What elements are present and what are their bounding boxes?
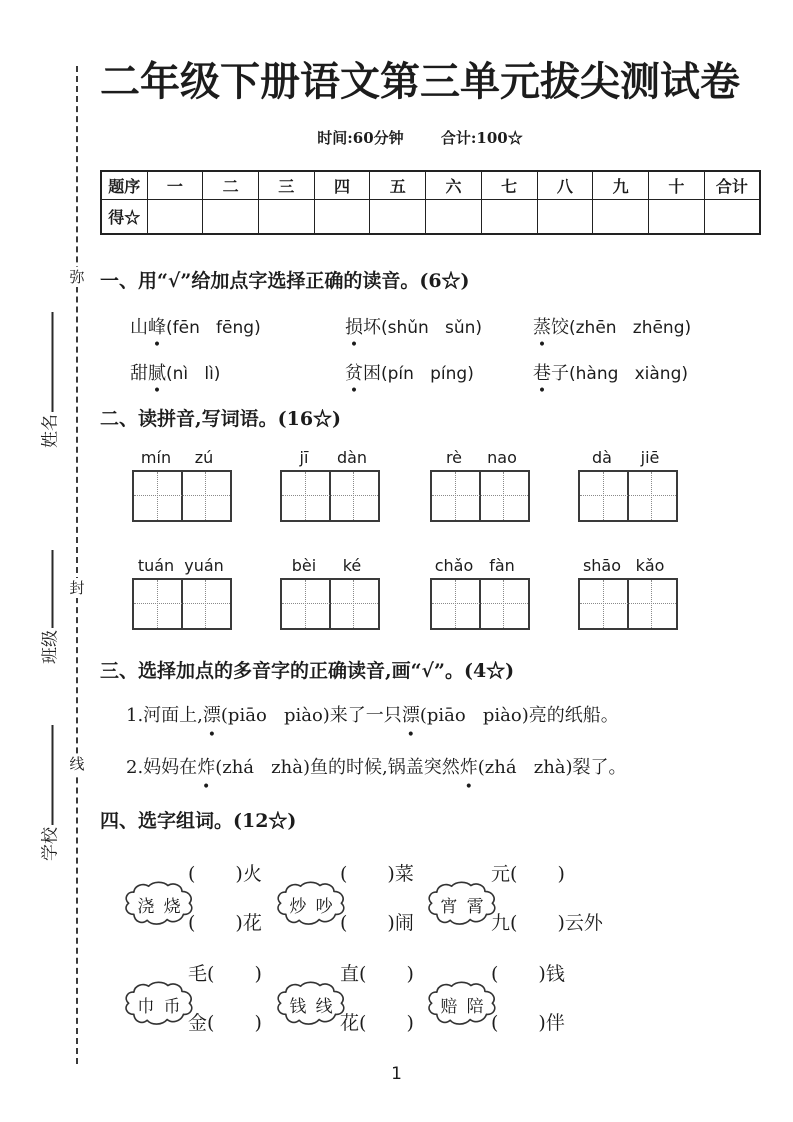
dotted-char: 巷 [533, 363, 551, 384]
choice-char: 钱 [289, 996, 307, 1017]
writing-grid [430, 578, 530, 630]
choice-char: 宵 [440, 896, 458, 917]
writing-grid [578, 578, 678, 630]
choice-char: 霄 [466, 896, 484, 917]
close-paren: ) [254, 1012, 262, 1034]
choice-characters [425, 879, 499, 929]
grid-guide-horizontal [134, 603, 230, 604]
write-group [430, 449, 530, 522]
text-segment: (piāo piào)亮的纸船。 [419, 705, 619, 726]
section-one [100, 266, 786, 405]
blank-after-text: 云外 [564, 912, 603, 934]
grid-guide-vertical [503, 580, 504, 628]
writing-grid [430, 470, 530, 522]
write-group [280, 449, 380, 522]
sidebar-field-school [24, 713, 72, 873]
score-column-header: 合计 [704, 171, 760, 200]
score-cell [370, 200, 426, 235]
grid-cell-divider [627, 580, 629, 628]
pinyin-syllable: kǎo [635, 556, 665, 575]
sidebar-field-class [24, 545, 72, 669]
bottom-blank-item [340, 1008, 414, 1035]
dotted-char: 峰 [148, 317, 166, 338]
sentence [126, 755, 786, 781]
section-four-body [100, 857, 786, 1057]
bottom-blank-item [188, 908, 262, 935]
word-with-options [345, 313, 482, 339]
choice-char: 吵 [315, 896, 333, 917]
char: 子 [551, 363, 569, 384]
write-group [132, 449, 232, 522]
choice-characters [274, 979, 348, 1029]
field-label: 姓名 [40, 414, 61, 448]
score-cell [314, 200, 370, 235]
score-column-header: 三 [258, 171, 314, 200]
grid-cell-divider [329, 580, 331, 628]
score-column-header: 八 [537, 171, 593, 200]
pinyin-options: (zhēn zhēng) [569, 318, 692, 338]
grid-guide-vertical [651, 580, 652, 628]
text-segment: (zhá zhà)裂了。 [477, 757, 627, 778]
blank-before-text: 金 [188, 1012, 208, 1034]
writing-grid [132, 578, 232, 630]
grid-cell-divider [627, 472, 629, 520]
dotted-char: 炸 [197, 757, 216, 778]
open-paren: ( [491, 963, 499, 985]
open-paren: ( [340, 912, 348, 934]
word-with-options [130, 313, 261, 339]
char: 饺 [551, 317, 569, 338]
blank-before-text: 九 [491, 912, 511, 934]
pinyin-syllable: rè [445, 448, 463, 467]
open-paren: ( [188, 912, 196, 934]
pinyin-label [430, 449, 526, 467]
grid-guide-horizontal [282, 603, 378, 604]
dotted-char: 漂 [401, 705, 420, 726]
score-cell [593, 200, 649, 235]
close-paren: ) [557, 912, 565, 934]
grid-guide-vertical [603, 472, 604, 520]
text-segment: (piāo piào)来了一只 [220, 705, 402, 726]
pinyin-label [132, 449, 228, 467]
score-column-header: 五 [370, 171, 426, 200]
dotted-char: 蒸 [533, 317, 551, 338]
grid-cell-divider [479, 580, 481, 628]
score-column-header: 九 [593, 171, 649, 200]
grid-guide-vertical [157, 580, 158, 628]
score-column-header: 一 [147, 171, 203, 200]
grid-guide-vertical [455, 472, 456, 520]
pinyin-syllable: nao [487, 448, 517, 467]
rotated-label [36, 550, 61, 664]
pronunciation-row [100, 359, 786, 405]
grid-guide-vertical [305, 472, 306, 520]
field-label: 班级 [40, 630, 61, 664]
blank-after-text: 钱 [545, 963, 565, 985]
close-paren: ) [557, 863, 565, 885]
close-paren: ) [235, 863, 243, 885]
score-cell [258, 200, 314, 235]
score-column-header: 四 [314, 171, 370, 200]
open-paren: ( [510, 912, 518, 934]
choice-characters [122, 979, 196, 1029]
pinyin-label [578, 449, 674, 467]
text-segment: 2.妈妈在 [126, 757, 198, 778]
blank-after-text: 闹 [394, 912, 414, 934]
word [345, 317, 381, 338]
choose-word-row [100, 957, 786, 1057]
grid-cell-divider [181, 580, 183, 628]
write-group [430, 557, 530, 630]
blank-after-text: 火 [242, 863, 262, 885]
dotted-char: 贫 [345, 363, 363, 384]
writing-grid [280, 578, 380, 630]
pinyin-syllable: fàn [489, 556, 515, 575]
rotated-label [36, 312, 61, 448]
field-underline [52, 725, 54, 825]
section-four [100, 806, 786, 1057]
choice-char: 币 [163, 996, 181, 1017]
pinyin-label [280, 557, 376, 575]
pinyin-options: (hàng xiàng) [569, 364, 688, 384]
write-group [132, 557, 232, 630]
blank-after-text: 菜 [394, 863, 414, 885]
text-segment: (zhá zhà)鱼的时候,锅盖突然 [215, 757, 460, 778]
close-paren: ) [406, 1012, 414, 1034]
word-with-options [533, 359, 688, 385]
dotted-char: 炸 [459, 757, 478, 778]
top-blank-item [340, 959, 414, 986]
bottom-blank-item [340, 908, 414, 935]
seal-line-char: 线 [67, 754, 87, 774]
top-blank-item [340, 859, 414, 886]
grid-guide-horizontal [432, 495, 528, 496]
grid-guide-vertical [353, 580, 354, 628]
word [533, 363, 569, 384]
pinyin-syllable: zú [194, 448, 214, 467]
pinyin-label [430, 557, 526, 575]
word [130, 317, 166, 338]
score-cell [203, 200, 259, 235]
char: 山 [130, 317, 148, 338]
top-blank-item [491, 859, 565, 886]
score-table-header-row [101, 171, 760, 200]
section-three-heading: 三、选择加点的多音字的正确读音,画“√”。(4☆) [100, 660, 515, 682]
pinyin-syllable: chǎo [434, 556, 474, 575]
score-cell [648, 200, 704, 235]
open-paren: ( [491, 1012, 499, 1034]
open-paren: ( [188, 863, 196, 885]
pinyin-options: (pín píng) [381, 364, 474, 384]
open-paren: ( [359, 963, 367, 985]
grid-guide-vertical [205, 580, 206, 628]
score-column-header: 七 [481, 171, 537, 200]
grid-cell-divider [181, 472, 183, 520]
pinyin-label [132, 557, 228, 575]
grid-guide-horizontal [432, 603, 528, 604]
open-paren: ( [207, 1012, 215, 1034]
section-one-heading: 一、用“√”给加点字选择正确的读音。(6☆) [100, 270, 470, 292]
grid-guide-horizontal [580, 603, 676, 604]
choose-word-group [425, 957, 645, 1057]
word [345, 363, 381, 384]
close-paren: ) [387, 912, 395, 934]
top-blank-item [188, 959, 262, 986]
score-cell [537, 200, 593, 235]
word [533, 317, 569, 338]
choice-cloud [425, 879, 499, 929]
choice-char: 赔 [440, 996, 458, 1017]
pinyin-syllable: shāo [582, 556, 622, 575]
word-with-options [130, 359, 220, 385]
seal-dashed-line [76, 66, 78, 1064]
score-table-score-row [101, 200, 760, 235]
top-blank-item [491, 959, 565, 986]
page-title: 二年级下册语文第三单元拔尖测试卷 [100, 59, 740, 105]
section-three-body [100, 703, 786, 781]
bottom-blank-item [188, 1008, 262, 1035]
grid-guide-vertical [603, 580, 604, 628]
bottom-blank-item [491, 1008, 565, 1035]
score-cell [481, 200, 537, 235]
text-segment: 1.河面上, [126, 705, 203, 726]
choice-char: 炒 [289, 896, 307, 917]
writing-grid [132, 470, 232, 522]
choice-cloud [425, 979, 499, 1029]
blank-after-text: 伴 [545, 1012, 565, 1034]
grid-guide-vertical [651, 472, 652, 520]
close-paren: ) [538, 963, 546, 985]
char: 甜 [130, 363, 148, 384]
sidebar-field-name [24, 300, 72, 460]
choice-characters [274, 879, 348, 929]
bottom-blank-item [491, 908, 603, 935]
choose-word-row [100, 857, 786, 957]
blank-after-text: 花 [242, 912, 262, 934]
open-paren: ( [510, 863, 518, 885]
pinyin-syllable: dà [592, 448, 612, 467]
section-two-body [100, 449, 786, 629]
total-score-label: 合计:100☆ [440, 129, 523, 147]
dotted-char: 损 [345, 317, 363, 338]
pinyin-label [280, 449, 376, 467]
grid-cell-divider [479, 472, 481, 520]
word-with-options [345, 359, 474, 385]
question-order-label: 题序 [101, 171, 147, 200]
field-label: 学校 [40, 827, 61, 861]
grid-guide-horizontal [282, 495, 378, 496]
open-paren: ( [207, 963, 215, 985]
choice-cloud [274, 879, 348, 929]
write-group [578, 557, 678, 630]
grid-guide-horizontal [134, 495, 230, 496]
top-blank-item [188, 859, 262, 886]
section-two [100, 404, 786, 629]
score-cell [147, 200, 203, 235]
pinyin-syllable: yuán [184, 556, 224, 575]
score-cell [426, 200, 482, 235]
dotted-char: 漂 [202, 705, 221, 726]
choice-cloud [122, 979, 196, 1029]
grid-guide-vertical [305, 580, 306, 628]
pinyin-syllable: mín [140, 448, 172, 467]
score-star-label: 得☆ [101, 200, 147, 235]
score-column-header: 六 [426, 171, 482, 200]
pinyin-syllable: jī [299, 448, 309, 467]
section-three [100, 656, 786, 781]
seal-line-char: 弥 [67, 267, 87, 287]
pinyin-options: (fēn fēng) [166, 318, 261, 338]
dotted-char: 腻 [148, 363, 166, 384]
grid-guide-vertical [353, 472, 354, 520]
blank-before-text: 毛 [188, 963, 208, 985]
grid-guide-vertical [157, 472, 158, 520]
choice-characters [122, 879, 196, 929]
pinyin-syllable: ké [342, 556, 362, 575]
pinyin-options: (nì lì) [166, 364, 221, 384]
time-limit-label: 时间:60分钟 [317, 129, 404, 147]
choice-cloud [122, 879, 196, 929]
rotated-label [36, 725, 61, 861]
writing-grid [280, 470, 380, 522]
choice-char: 烧 [163, 896, 181, 917]
word-with-options [533, 313, 691, 339]
choice-characters [425, 979, 499, 1029]
pronunciation-row [100, 313, 786, 359]
section-two-heading: 二、读拼音,写词语。(16☆) [100, 408, 342, 430]
page-number: 1 [391, 1064, 402, 1084]
sentence [126, 703, 786, 729]
grid-guide-vertical [455, 580, 456, 628]
pinyin-write-row [100, 557, 786, 629]
open-paren: ( [340, 863, 348, 885]
seal-line-char: 封 [67, 578, 87, 598]
field-underline [52, 550, 54, 628]
write-group [578, 449, 678, 522]
close-paren: ) [387, 863, 395, 885]
grid-cell-divider [329, 472, 331, 520]
pinyin-syllable: bèi [291, 556, 317, 575]
section-one-body [100, 313, 786, 405]
blank-before-text: 直 [340, 963, 360, 985]
pinyin-write-row [100, 449, 786, 521]
pinyin-syllable: tuán [137, 556, 175, 575]
choice-char: 线 [315, 996, 333, 1017]
close-paren: ) [254, 963, 262, 985]
word [130, 363, 166, 384]
score-cell [704, 200, 760, 235]
section-four-heading: 四、选字组词。(12☆) [100, 810, 297, 832]
close-paren: ) [538, 1012, 546, 1034]
choice-char: 浇 [137, 896, 155, 917]
open-paren: ( [359, 1012, 367, 1034]
close-paren: ) [235, 912, 243, 934]
choice-char: 陪 [466, 996, 484, 1017]
grid-guide-horizontal [580, 495, 676, 496]
choose-word-group [425, 857, 645, 957]
pinyin-syllable: jiē [640, 448, 660, 467]
char: 坏 [363, 317, 381, 338]
score-table [100, 170, 761, 235]
score-column-header: 十 [648, 171, 704, 200]
pinyin-syllable: dàn [336, 448, 368, 467]
close-paren: ) [406, 963, 414, 985]
field-underline [52, 312, 54, 412]
char: 困 [363, 363, 381, 384]
score-column-header: 二 [203, 171, 259, 200]
blank-before-text: 元 [491, 863, 511, 885]
subtitle [80, 127, 760, 148]
choice-cloud [274, 979, 348, 1029]
grid-guide-vertical [503, 472, 504, 520]
pinyin-label [578, 557, 674, 575]
write-group [280, 557, 380, 630]
writing-grid [578, 470, 678, 522]
choice-char: 巾 [137, 996, 155, 1017]
grid-guide-vertical [205, 472, 206, 520]
blank-before-text: 花 [340, 1012, 360, 1034]
pinyin-options: (shǔn sǔn) [381, 318, 483, 338]
